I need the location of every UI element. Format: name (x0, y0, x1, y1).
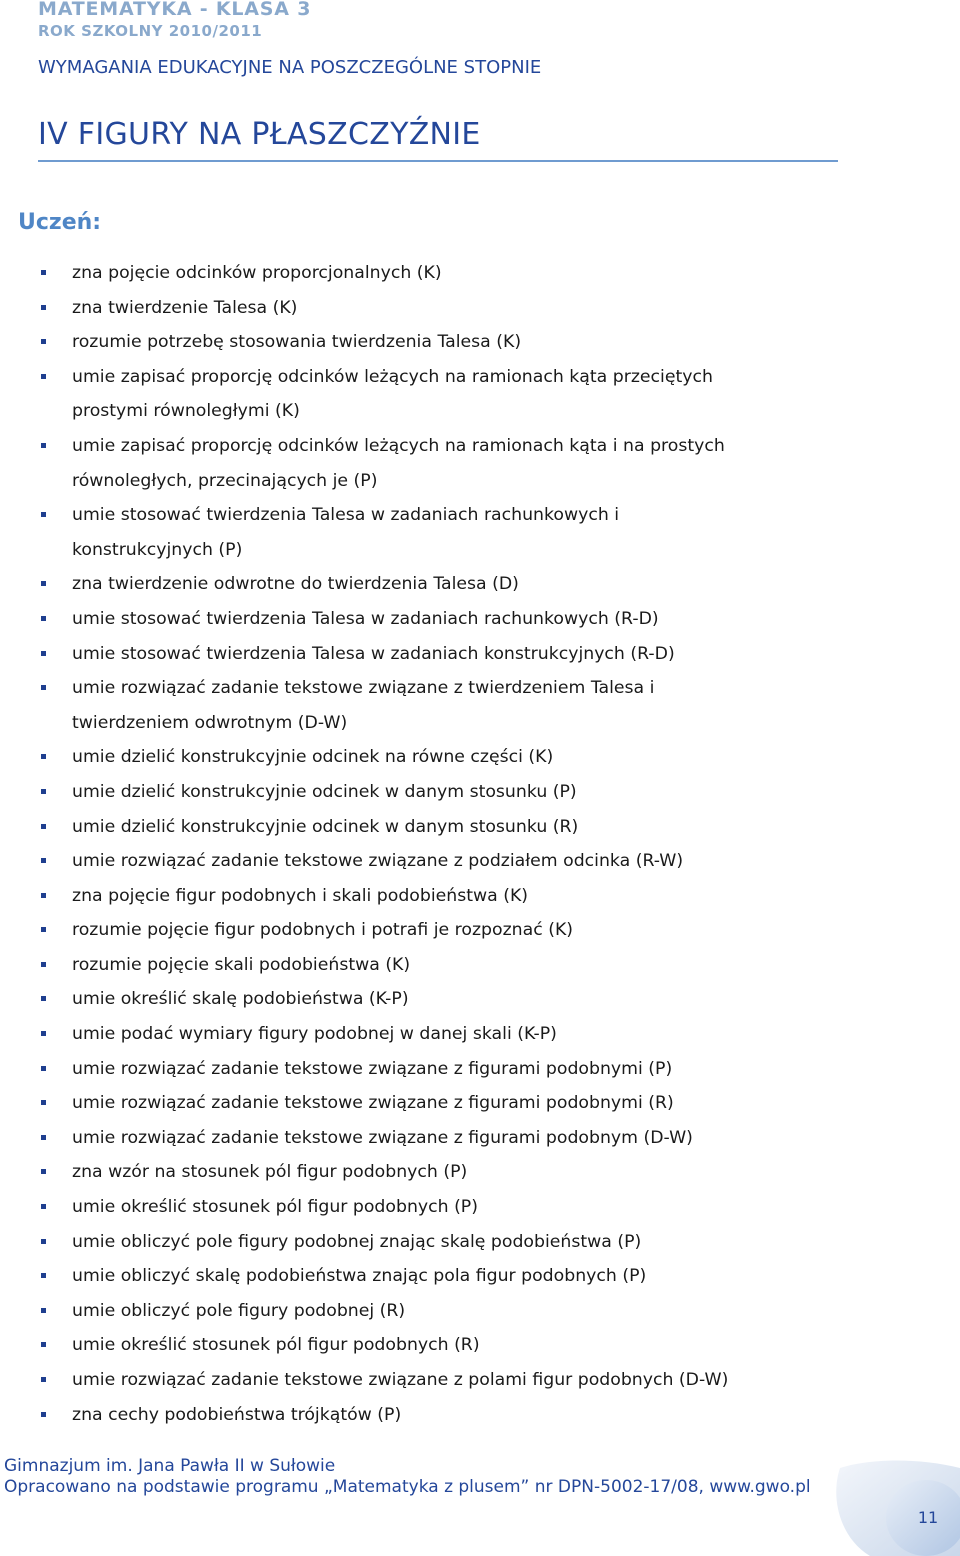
list-item (0, 1259, 900, 1294)
list-item (0, 498, 900, 567)
list-item-text: umie stosować twierdzenia Talesa w zadaniach rachunkowych (R-D) (72, 608, 659, 629)
page-number: 11 (917, 1508, 939, 1527)
square-bullet-icon (41, 789, 46, 794)
list-item (0, 360, 900, 429)
list-item (0, 671, 900, 740)
square-bullet-icon (41, 512, 46, 517)
list-item-text: umie określić stosunek pól figur podobnych (P) (72, 1197, 478, 1218)
list-item (0, 844, 900, 879)
list-item-text: zna wzór na stosunek pól figur podobnych (P) (72, 1162, 468, 1183)
list-item (0, 325, 900, 360)
list-item-text: równoległych, przecinających je (P) (72, 470, 378, 491)
list-item-text: umie obliczyć pole figury podobnej (R) (72, 1300, 406, 1321)
square-bullet-icon (41, 305, 46, 310)
list-item (0, 567, 900, 602)
list-item-text: zna twierdzenie odwrotne do twierdzenia Talesa (D) (72, 574, 519, 595)
list-item-text: umie zapisać proporcję odcinków leżących na ramionach kąta i na prostych (72, 435, 725, 456)
list-item (0, 740, 900, 775)
square-bullet-icon (41, 1239, 46, 1244)
square-bullet-icon (41, 962, 46, 967)
list-item-text: prostymi równoległymi (K) (72, 401, 300, 422)
square-bullet-icon (41, 651, 46, 656)
square-bullet-icon (41, 1100, 46, 1105)
list-item (0, 982, 900, 1017)
list-item (0, 1363, 900, 1398)
square-bullet-icon (41, 339, 46, 344)
list-item-text: umie określić stosunek pól figur podobnych (R) (72, 1335, 480, 1356)
list-item-text: umie zapisać proporcję odcinków leżących na ramionach kąta przeciętych (72, 366, 713, 387)
square-bullet-icon (41, 996, 46, 1001)
list-item (0, 775, 900, 810)
list-item-text: umie określić skalę podobieństwa (K-P) (72, 989, 409, 1010)
square-bullet-icon (41, 443, 46, 448)
list-item-text: umie stosować twierdzenia Talesa w zadaniach rachunkowych i (72, 505, 620, 526)
list-item (0, 1398, 900, 1433)
list-item-text: konstrukcyjnych (P) (72, 539, 243, 560)
list-item (0, 1328, 900, 1363)
square-bullet-icon (41, 685, 46, 690)
list-item-text: rozumie potrzebę stosowania twierdzenia Talesa (K) (72, 332, 522, 353)
square-bullet-icon (41, 1342, 46, 1347)
list-item (0, 1086, 900, 1121)
list-item-text: zna pojęcie odcinków proporcjonalnych (K) (72, 263, 442, 283)
section-divider (38, 160, 838, 162)
list-item (0, 637, 900, 672)
list-item-text: rozumie pojęcie figur podobnych i potrafi je rozpoznać (K) (72, 920, 574, 941)
list-item-text: zna twierdzenie Talesa (K) (72, 297, 298, 318)
square-bullet-icon (41, 1066, 46, 1071)
list-item (0, 1190, 900, 1225)
square-bullet-icon (41, 754, 46, 759)
list-item (0, 1052, 900, 1087)
square-bullet-icon (41, 616, 46, 621)
page-badge-swoosh-icon (830, 1458, 960, 1556)
header-school-year: ROK SZKOLNY 2010/2011 (38, 22, 263, 40)
list-item-text: zna cechy podobieństwa trójkątów (P) (72, 1404, 402, 1425)
square-bullet-icon (41, 1377, 46, 1382)
square-bullet-icon (41, 1204, 46, 1209)
list-item (0, 810, 900, 845)
square-bullet-icon (41, 858, 46, 863)
header-title: MATEMATYKA - KLASA 3 (38, 0, 312, 20)
list-item (0, 1155, 900, 1190)
list-item (0, 291, 900, 326)
list-item-text: umie rozwiązać zadanie tekstowe związane z figurami podobnymi (R) (72, 1093, 674, 1114)
student-label: Uczeń: (18, 210, 102, 235)
list-item-text: umie podać wymiary figury podobnej w danej skali (K-P) (72, 1024, 557, 1045)
square-bullet-icon (41, 1412, 46, 1417)
list-item-text: twierdzeniem odwrotnym (D-W) (72, 712, 348, 733)
square-bullet-icon (41, 927, 46, 932)
square-bullet-icon (41, 270, 46, 275)
list-item-text: umie rozwiązać zadanie tekstowe związane z podziałem odcinka (R-W) (72, 851, 684, 872)
square-bullet-icon (41, 893, 46, 898)
list-item-text: umie rozwiązać zadanie tekstowe związane z figurami podobnymi (P) (72, 1058, 673, 1079)
list-item-text: zna pojęcie figur podobnych i skali podobieństwa (K) (72, 885, 529, 906)
list-item-text: rozumie pojęcie skali podobieństwa (K) (72, 954, 411, 975)
list-item (0, 256, 900, 291)
list-item-text: umie rozwiązać zadanie tekstowe związane z polami figur podobnych (D-W) (72, 1370, 729, 1390)
list-item (0, 602, 900, 637)
square-bullet-icon (41, 1169, 46, 1174)
list-item-text: umie rozwiązać zadanie tekstowe związane z twierdzeniem Talesa i (72, 678, 655, 699)
list-item (0, 1017, 900, 1052)
square-bullet-icon (41, 1308, 46, 1313)
list-item (0, 1121, 900, 1156)
header-subtitle: WYMAGANIA EDUKACYJNE NA POSZCZEGÓLNE STOPNIE (38, 57, 542, 78)
list-item-text: umie dzielić konstrukcyjnie odcinek w danym stosunku (R) (72, 816, 579, 837)
list-item-text: umie dzielić konstrukcyjnie odcinek w danym stosunku (P) (72, 781, 577, 802)
square-bullet-icon (41, 824, 46, 829)
list-item-text: umie stosować twierdzenia Talesa w zadaniach konstrukcyjnych (R-D) (72, 643, 675, 664)
list-item-text: umie rozwiązać zadanie tekstowe związane z figurami podobnym (D-W) (72, 1127, 693, 1148)
footer-program: Opracowano na podstawie programu „Matematyka z plusem” nr DPN-5002-17/08, www.gwo.pl (4, 1477, 811, 1497)
list-item-text: umie dzielić konstrukcyjnie odcinek na równe części (K) (72, 747, 554, 768)
list-item-text: umie obliczyć pole figury podobnej znając skalę podobieństwa (P) (72, 1231, 642, 1252)
list-item (0, 1294, 900, 1329)
footer-school: Gimnazjum im. Jana Pawła II w Sułowie (4, 1456, 336, 1476)
list-item (0, 913, 900, 948)
list-item (0, 879, 900, 914)
list-item-text: umie obliczyć skalę podobieństwa znając pola figur podobnych (P) (72, 1266, 647, 1287)
square-bullet-icon (41, 374, 46, 379)
requirements-list (0, 256, 900, 1432)
list-item (0, 1225, 900, 1260)
list-item (0, 948, 900, 983)
square-bullet-icon (41, 1031, 46, 1036)
list-item (0, 429, 900, 498)
square-bullet-icon (41, 1273, 46, 1278)
square-bullet-icon (41, 1135, 46, 1140)
square-bullet-icon (41, 581, 46, 586)
section-title: IV FIGURY NA PŁASZCZYŹNIE (38, 117, 481, 152)
